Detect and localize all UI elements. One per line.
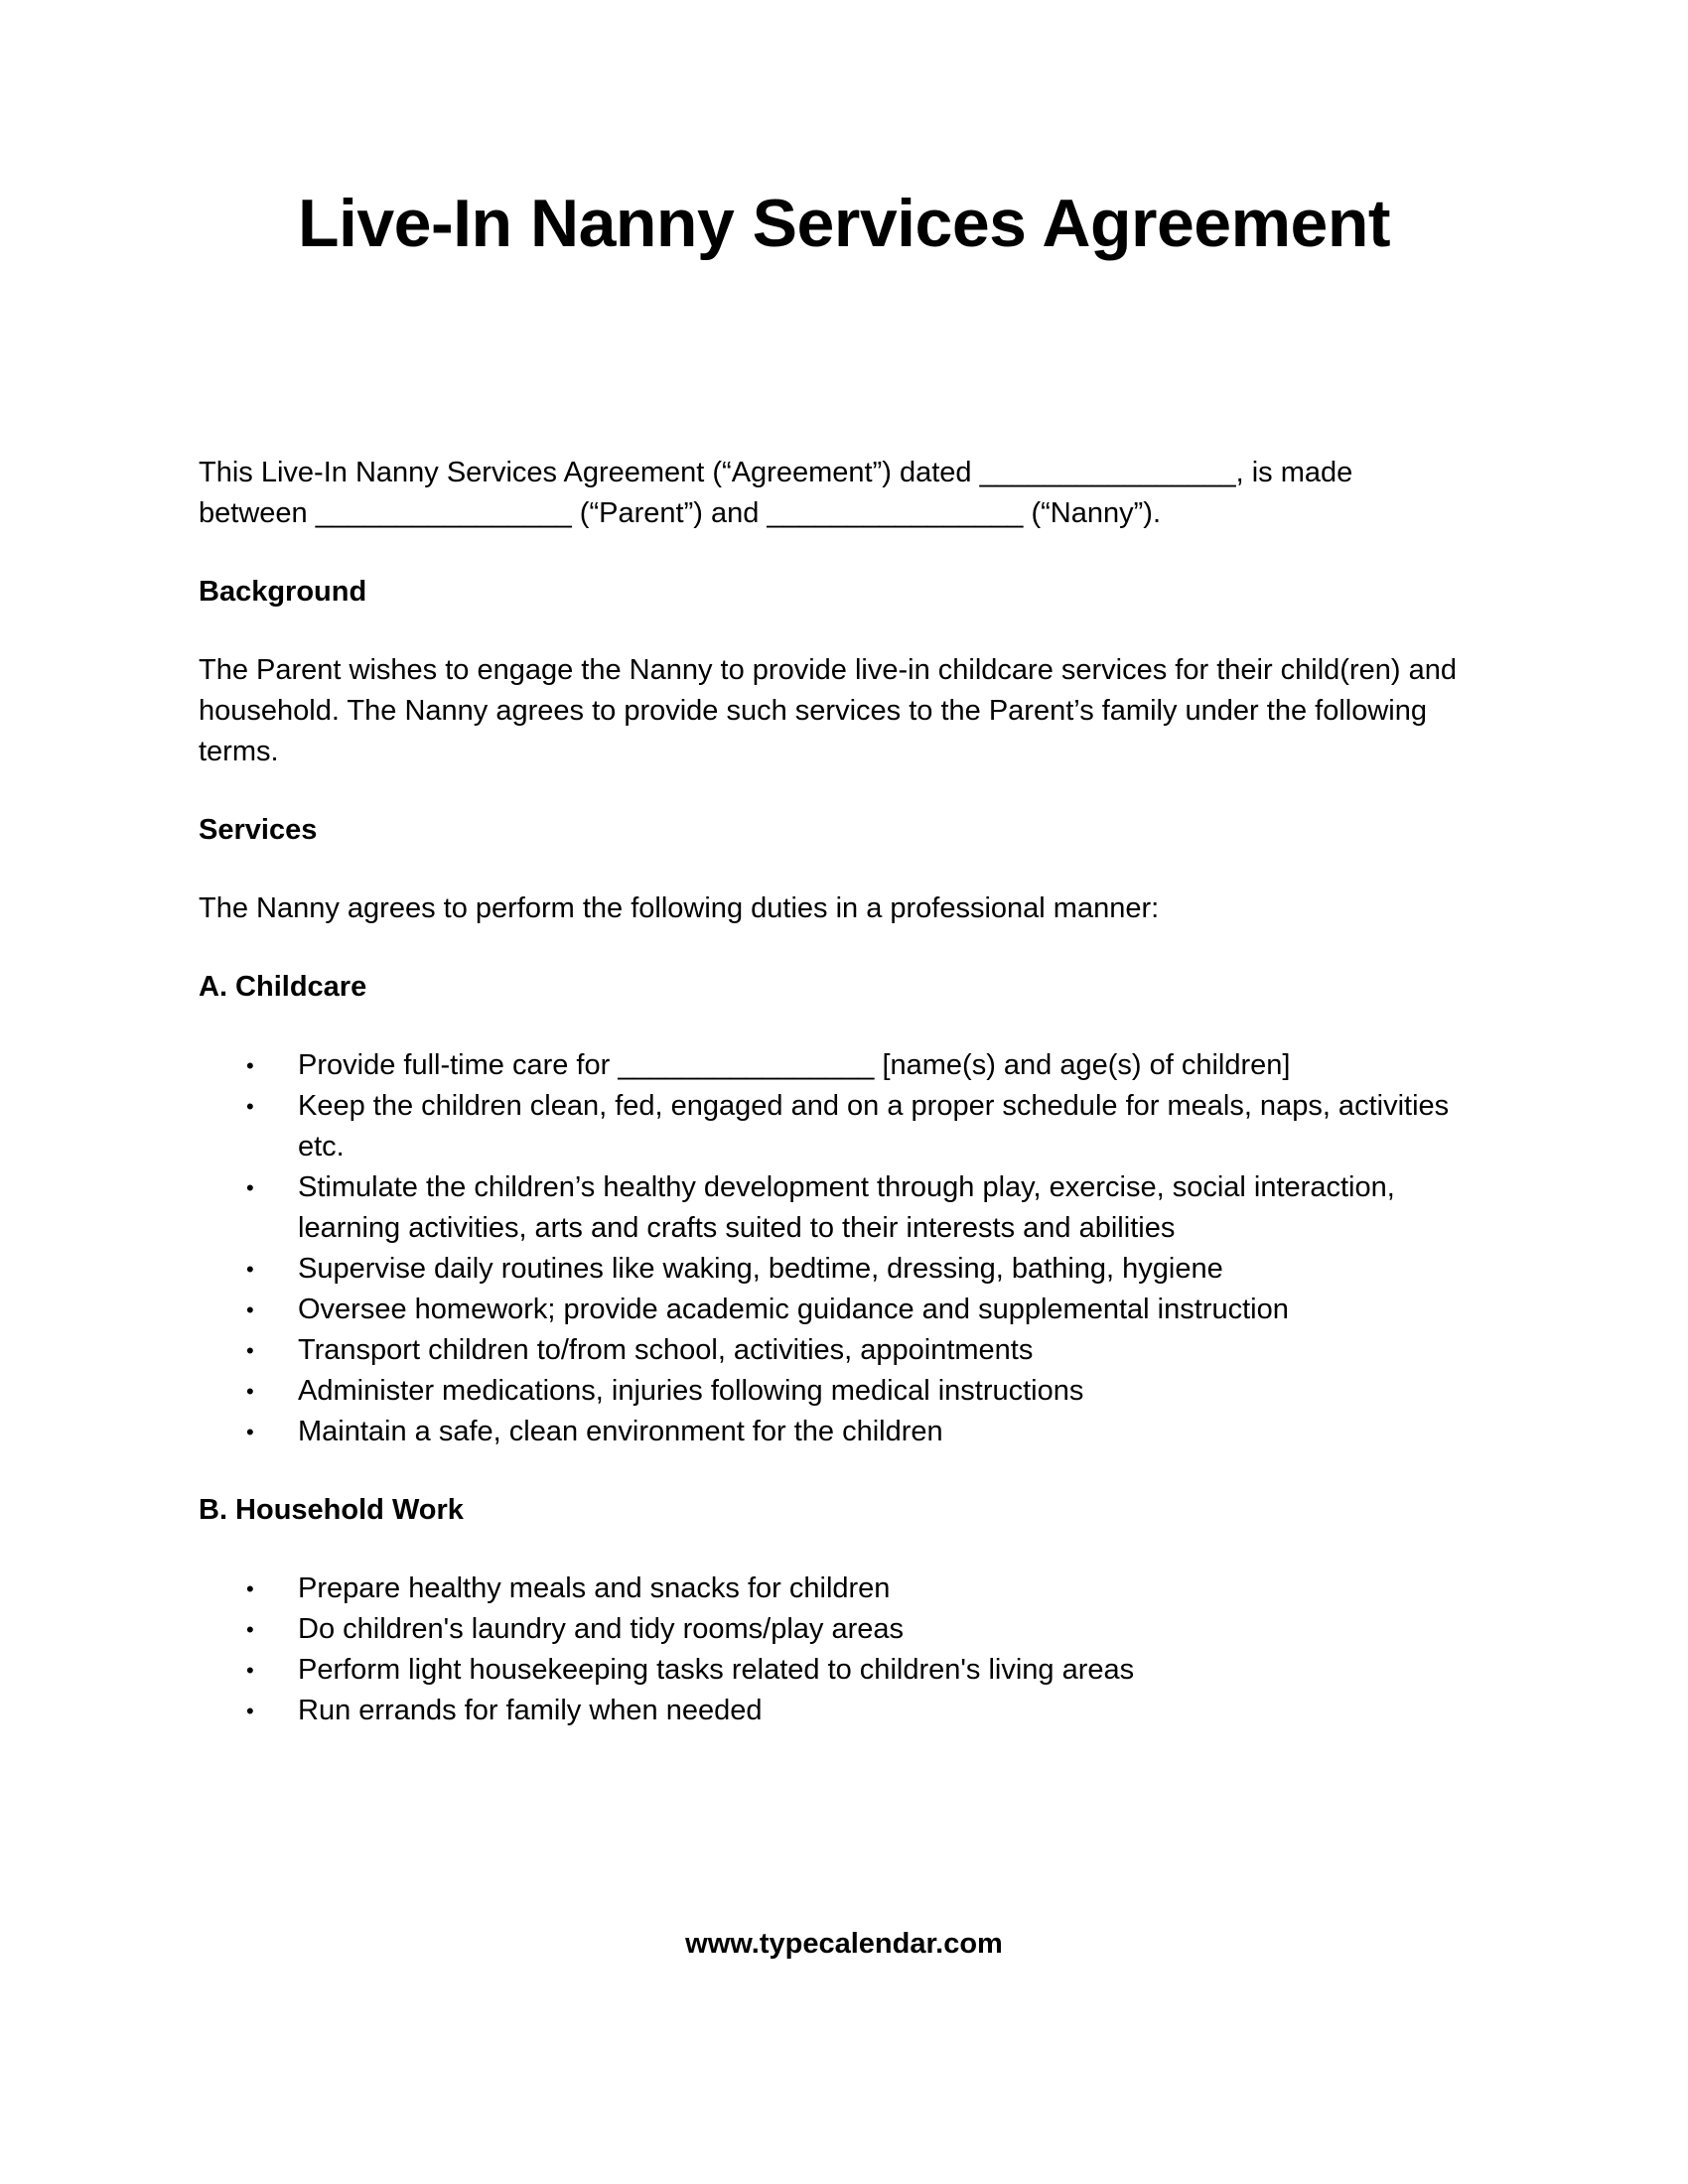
list-item xyxy=(199,1167,1489,1249)
list-item-text: Maintain a safe, clean environment for the children xyxy=(298,1416,943,1447)
background-paragraph: The Parent wishes to engage the Nanny to provide live-in childcare services for their child(ren) and household. The Nanny agrees to provide such services to the Parent’s family under the following terms. xyxy=(199,654,1457,767)
bullet-icon: • xyxy=(246,1658,254,1683)
list-item-text: Supervise daily routines like waking, bedtime, dressing, bathing, hygiene xyxy=(298,1253,1223,1285)
bullet-icon: • xyxy=(246,1617,254,1642)
list-item-text: Prepare healthy meals and snacks for children xyxy=(298,1572,891,1604)
document-title: Live-In Nanny Services Agreement xyxy=(297,186,1391,261)
bullet-icon: • xyxy=(246,1175,254,1200)
list-item xyxy=(199,1371,1489,1412)
list-item-text: Oversee homework; provide academic guidance and supplemental instruction xyxy=(298,1294,1289,1325)
list-item xyxy=(199,1691,1489,1731)
household-heading: B. Household Work xyxy=(199,1494,464,1526)
bullet-icon: • xyxy=(246,1379,254,1404)
childcare-heading: A. Childcare xyxy=(199,971,367,1003)
list-item-text: Perform light housekeeping tasks related to children's living areas xyxy=(298,1654,1135,1686)
background-heading: Background xyxy=(199,576,367,608)
list-item xyxy=(199,1045,1489,1086)
document-body xyxy=(199,453,1489,1769)
bullet-icon: • xyxy=(246,1094,254,1119)
services-heading: Services xyxy=(199,814,318,846)
list-item-text: Administer medications, injuries following medical instructions xyxy=(298,1375,1084,1407)
list-item xyxy=(199,1569,1489,1609)
footer-website: www.typecalendar.com xyxy=(685,1928,1003,1960)
bullet-icon: • xyxy=(246,1257,254,1282)
bullet-icon: • xyxy=(246,1338,254,1363)
bullet-icon: • xyxy=(246,1576,254,1601)
list-item xyxy=(199,1330,1489,1371)
list-item-text: Keep the children clean, fed, engaged and on a proper schedule for meals, naps, activities etc. xyxy=(298,1090,1450,1162)
services-paragraph: The Nanny agrees to perform the following duties in a professional manner: xyxy=(199,892,1160,924)
list-item-text: Stimulate the children’s healthy development through play, exercise, social interaction, learning activities, arts and crafts suited to their interests and abilities xyxy=(298,1171,1395,1244)
list-item-text: Provide full-time care for ________________ [name(s) and age(s) of children] xyxy=(298,1049,1291,1081)
household-list xyxy=(199,1569,1489,1731)
list-item-text: Run errands for family when needed xyxy=(298,1695,763,1726)
bullet-icon: • xyxy=(246,1699,254,1723)
childcare-list xyxy=(199,1045,1489,1452)
list-item xyxy=(199,1609,1489,1650)
list-item xyxy=(199,1290,1489,1330)
list-item-text: Transport children to/from school, activities, appointments xyxy=(298,1334,1034,1366)
intro-line-2: between ________________ (“Parent”) and ________________ (“Nanny”). xyxy=(199,497,1162,529)
list-item xyxy=(199,1412,1489,1452)
bullet-icon: • xyxy=(246,1053,254,1078)
intro-line-1: This Live-In Nanny Services Agreement (“Agreement”) dated ________________, is made xyxy=(199,457,1353,488)
list-item xyxy=(199,1249,1489,1290)
intro-paragraph xyxy=(199,453,1489,534)
list-item xyxy=(199,1086,1489,1167)
list-item-text: Do children's laundry and tidy rooms/play areas xyxy=(298,1613,905,1645)
bullet-icon: • xyxy=(246,1420,254,1444)
list-item xyxy=(199,1650,1489,1691)
bullet-icon: • xyxy=(246,1297,254,1322)
